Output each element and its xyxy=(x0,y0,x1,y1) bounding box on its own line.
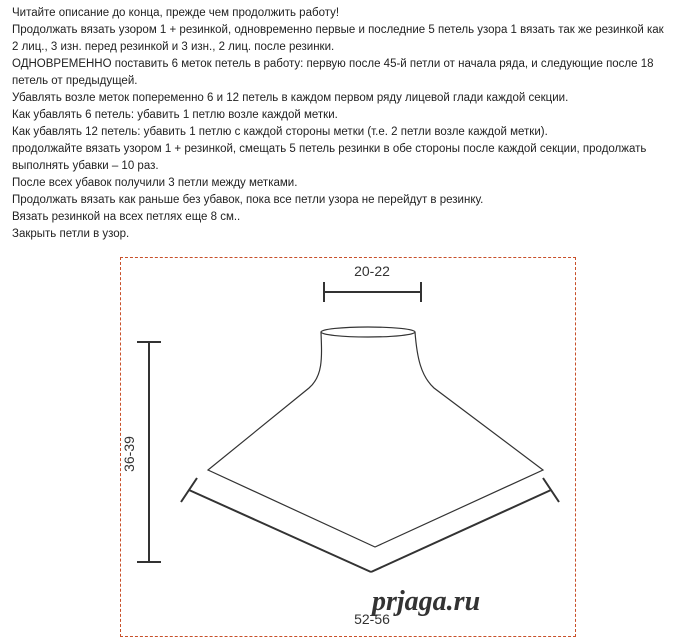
instruction-line: Как убавлять 12 петель: убавить 1 петлю с каждой стороны метки (т.е. 2 петли возле каждой метки). xyxy=(12,126,548,138)
instruction-line: продолжайте вязать узором 1 + резинкой, смещать 5 петель резинки в обе стороны после каждой секции, продолжать выполнять убавки – 10 раз. xyxy=(12,143,647,172)
garment-outline xyxy=(208,332,543,547)
instruction-line: После всех убавок получили 3 петли между метками. xyxy=(12,177,298,189)
instruction-line: Закрыть петли в узор. xyxy=(12,228,130,240)
instruction-line: ОДНОВРЕМЕННО поставить 6 меток петель в работу: первую после 45-й петли от начала ряда, и следующие после 18 петель от предыдущей. xyxy=(12,58,654,87)
instructions-text xyxy=(12,5,692,243)
instruction-line: Убавлять возле меток попеременно 6 и 12 петель в каждом первом ряду лицевой глади каждой секции. xyxy=(12,92,569,104)
watermark-text: prjaga.ru xyxy=(372,586,481,617)
instruction-line: Читайте описание до конца, прежде чем продолжить работу! xyxy=(12,7,340,19)
instruction-line: Как убавлять 6 петель: убавить 1 петлю возле каждой метки. xyxy=(12,109,338,121)
pattern-diagram xyxy=(120,257,576,637)
neck-opening xyxy=(321,327,415,337)
bottom-right-tick xyxy=(543,478,559,502)
bottom-right-dimension-line xyxy=(371,490,551,572)
bottom-width-label: 52-56 xyxy=(354,611,390,627)
height-label: 36-39 xyxy=(121,436,137,472)
bottom-left-dimension-line xyxy=(189,490,371,572)
bottom-left-tick xyxy=(181,478,197,502)
instruction-line: Продолжать вязать как раньше без убавок, пока все петли узора не перейдут в резинку. xyxy=(12,194,484,206)
instruction-line: Продолжать вязать узором 1 + резинкой, одновременно первые и последние 5 петель узора 1 вязать так же резинкой как 2 лиц., 3 изн. перед резинкой и 3 изн., 2 лиц. после резинки. xyxy=(12,24,664,53)
garment-schematic xyxy=(121,258,577,638)
instruction-line: Вязать резинкой на всех петлях еще 8 см.. xyxy=(12,211,241,223)
top-width-label: 20-22 xyxy=(354,263,390,279)
